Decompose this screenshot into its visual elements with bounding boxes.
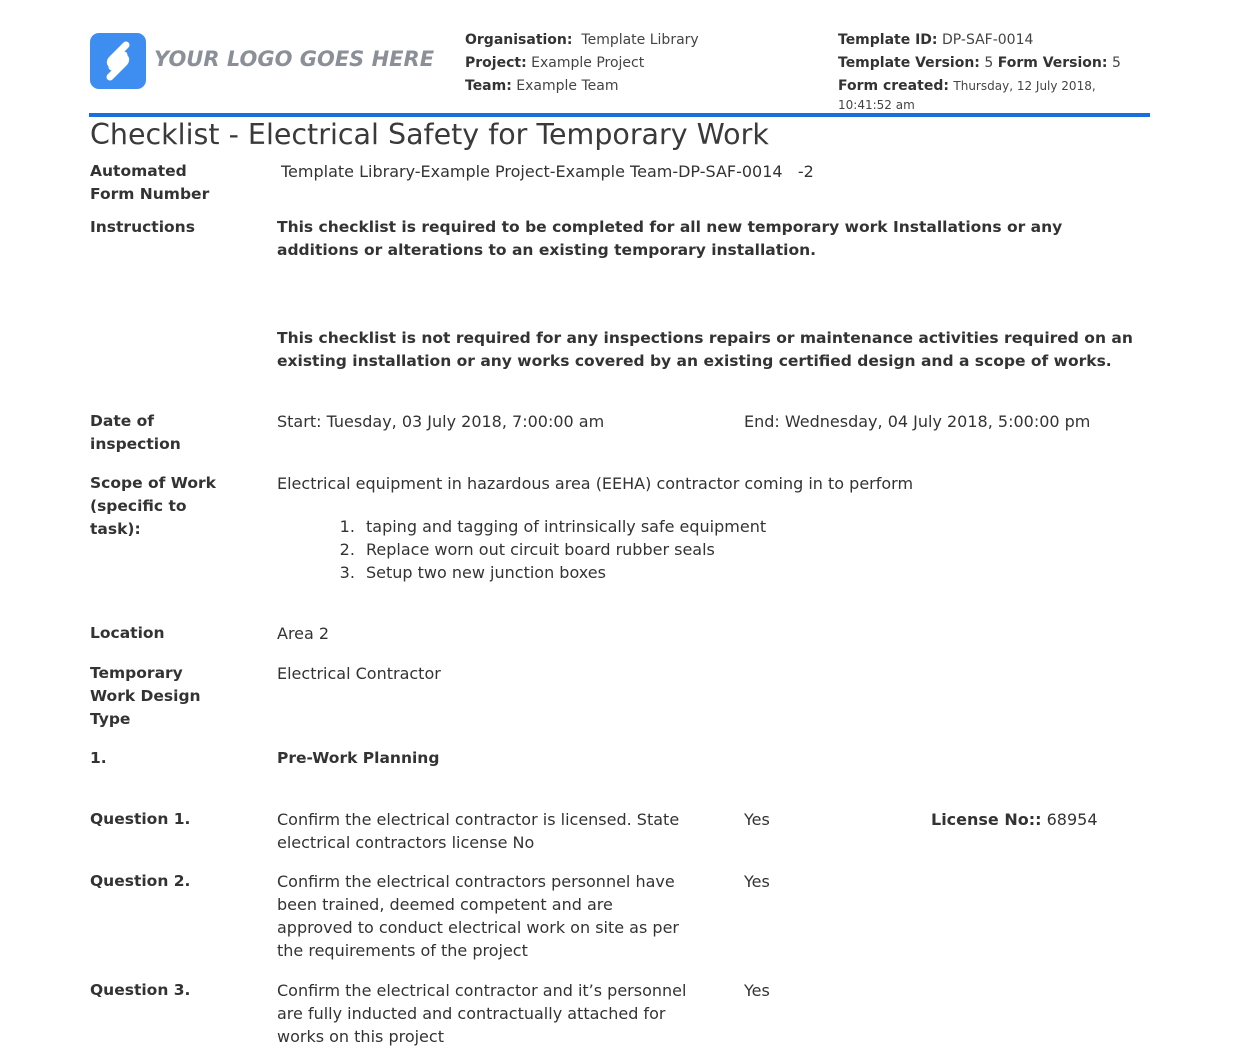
list-item: 1. taping and tagging of intrinsically safe equipment <box>360 515 766 538</box>
organisation-value: Template Library <box>581 32 699 48</box>
location-label: Location <box>90 624 165 642</box>
template-version-label: Template Version: <box>838 55 980 71</box>
form-version-label: Form Version: <box>997 55 1108 71</box>
design-type-label: Temporary Work Design Type <box>90 664 201 728</box>
organisation-label: Organisation: <box>465 32 573 48</box>
template-version-value: 5 <box>984 55 994 71</box>
form-number-value: Template Library-Example Project-Example Team-DP-SAF-0014 -2 <box>281 162 814 181</box>
company-logo <box>90 33 435 89</box>
section-number: 1. <box>90 749 107 767</box>
date-of-inspection-label: Date of inspection <box>90 412 181 453</box>
project-label: Project: <box>465 55 527 71</box>
form-created-row <box>838 77 1148 115</box>
license-label: License No:: <box>931 810 1042 829</box>
question-2-answer: Yes <box>744 872 770 891</box>
form-created-value: Thursday, 12 July 2018, 10:41:52 am <box>838 79 1096 112</box>
question-1-label: Question 1. <box>90 810 191 828</box>
inspection-end: End: Wednesday, 04 July 2018, 5:00:00 pm <box>744 412 1091 431</box>
scope-intro: Electrical equipment in hazardous area (EEHA) contractor coming in to perform <box>277 474 914 493</box>
instructions-label: Instructions <box>90 218 195 236</box>
section-title: Pre-Work Planning <box>277 749 440 767</box>
team-value: Example Team <box>516 78 619 94</box>
template-id-value: DP-SAF-0014 <box>941 32 1034 48</box>
question-2-text: Confirm the electrical contractors personnel have been trained, deemed competent and are approved to conduct electrical work on site as per the requirements of the project <box>277 872 679 960</box>
license-value: 68954 <box>1046 810 1098 829</box>
inspection-start: Start: Tuesday, 03 July 2018, 7:00:00 am <box>277 412 605 431</box>
license-number <box>931 808 1098 831</box>
project-value: Example Project <box>531 55 645 71</box>
question-3-text: Confirm the electrical contractor and it’s personnel are fully inducted and contractually attached for works on this project <box>277 981 687 1046</box>
question-3-answer: Yes <box>744 981 770 1000</box>
list-item: 2. Replace worn out circuit board rubber seals <box>360 538 766 561</box>
header-meta-left <box>465 29 699 98</box>
logo-text: YOUR LOGO GOES HERE <box>154 47 435 71</box>
instructions-para-2: This checklist is not required for any inspections repairs or maintenance activities required on an existing installation or any works covered by an existing certified design and a scope of works. <box>277 329 1133 370</box>
logo-icon <box>90 33 146 89</box>
list-item: 3. Setup two new junction boxes <box>360 561 766 584</box>
project-row <box>465 52 699 75</box>
scope-list <box>277 515 766 584</box>
question-2-label: Question 2. <box>90 872 191 890</box>
team-row <box>465 75 699 98</box>
question-1-text: Confirm the electrical contractor is licensed. State electrical contractors license No <box>277 810 680 852</box>
form-number-label: Automated Form Number <box>90 162 210 203</box>
question-1-answer: Yes <box>744 810 770 829</box>
scope-label: Scope of Work (specific to task): <box>90 474 216 538</box>
form-created-label: Form created: <box>838 78 949 94</box>
instructions-para-1: This checklist is required to be completed for all new temporary work Installations or any additions or alterations to an existing temporary installation. <box>277 218 1063 259</box>
page-title: Checklist - Electrical Safety for Temporary Work <box>90 118 769 151</box>
template-id-row <box>838 29 1148 52</box>
version-row <box>838 52 1148 75</box>
location-value: Area 2 <box>277 624 330 643</box>
question-3-label: Question 3. <box>90 981 191 999</box>
team-label: Team: <box>465 78 512 94</box>
design-type-value: Electrical Contractor <box>277 664 441 683</box>
form-version-value: 5 <box>1111 55 1121 71</box>
organisation-row <box>465 29 699 52</box>
header-meta-right <box>838 29 1148 115</box>
template-id-label: Template ID: <box>838 32 938 48</box>
